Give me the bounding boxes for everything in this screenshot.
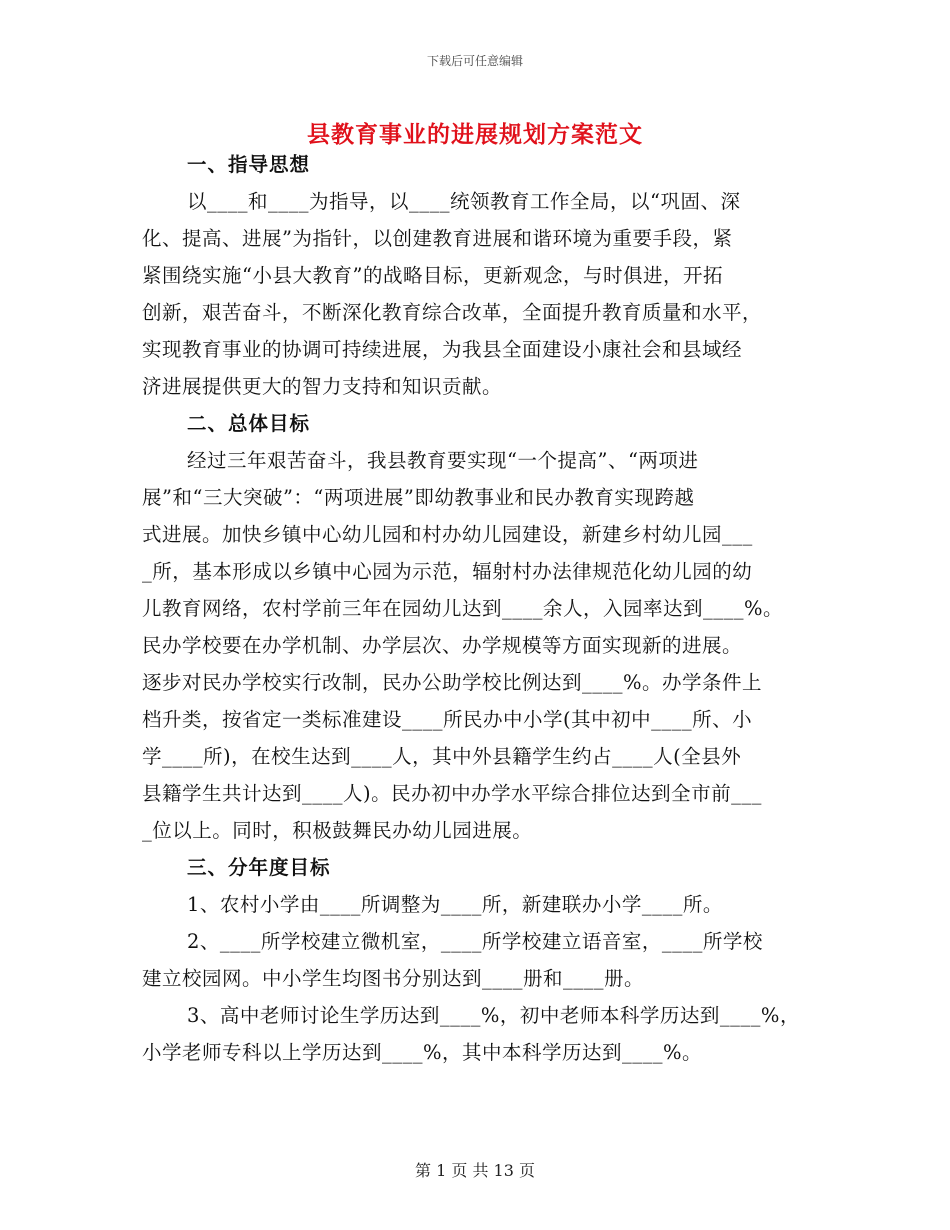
paragraph-line: 小学老师专科以上学历达到____%，其中本科学历达到____%。 xyxy=(142,1041,703,1064)
paragraph-line: 实现教育事业的协调可持续进展，为我县全面建设小康社会和县域经 xyxy=(142,338,743,361)
paragraph-line: 学____所)，在校生达到____人，其中外县籍学生约占____人(全县外 xyxy=(142,745,742,768)
paragraph-line: 3、高中老师讨论生学历达到____%，初中老师本科学历达到____%， xyxy=(187,1004,800,1027)
section-heading: 二、总体目标 xyxy=(187,412,311,435)
section-heading: 三、分年度目标 xyxy=(187,856,331,879)
paragraph-line: 建立校园网。中小学生均图书分别达到____册和____册。 xyxy=(142,967,645,990)
page-footer: 第 1 页 共 13 页 xyxy=(415,1161,535,1180)
document-body xyxy=(142,146,812,1071)
document-title: 县教育事业的进展规划方案范文 xyxy=(307,121,643,148)
paragraph-line: 1、农村小学由____所调整为____所，新建联办小学____所。 xyxy=(187,893,723,916)
paragraph-line: 2、____所学校建立微机室，____所学校建立语音室，____所学校 xyxy=(187,930,763,953)
paragraph-line: 儿教育网络，农村学前三年在园幼儿达到____余人，入园率达到____%。 xyxy=(142,597,784,620)
paragraph-line: 紧围绕实施“小县大教育”的战略目标，更新观念，与时俱进，开拓 xyxy=(142,264,723,287)
paragraph-line: 县籍学生共计达到____人)。民办初中办学水平综合排位达到全市前___ xyxy=(142,782,762,805)
paragraph-line: 经过三年艰苦奋斗，我县教育要实现“一个提高”、“两项进 xyxy=(187,449,699,472)
paragraph-line: 以____和____为指导，以____统领教育工作全局，以“巩固、深 xyxy=(187,190,741,213)
paragraph-line: 济进展提供更大的智力支持和知识贡献。 xyxy=(142,375,503,398)
paragraph-line: 展”和“三大突破”：“两项进展”即幼教事业和民办教育实现跨越 xyxy=(142,486,695,509)
paragraph-line: 创新，艰苦奋斗，不断深化教育综合改革，全面提升教育质量和水平， xyxy=(142,301,763,324)
paragraph-line: 民办学校要在办学机制、办学层次、办学规模等方面实现新的进展。 xyxy=(142,634,743,657)
paragraph-line: 逐步对民办学校实行改制，民办公助学校比例达到____%。办学条件上 xyxy=(142,671,763,694)
paragraph-line: 化、提高、进展”为指针，以创建教育进展和谐环境为重要手段，紧 xyxy=(142,227,733,250)
paragraph-line: 式进展。加快乡镇中心幼儿园和村办幼儿园建设，新建乡村幼儿园___ xyxy=(142,523,753,546)
section-heading: 一、指导思想 xyxy=(187,153,311,176)
paragraph-line: _位以上。同时，积极鼓舞民办幼儿园进展。 xyxy=(142,819,533,842)
paragraph-line: 档升类，按省定一类标准建设____所民办中小学(其中初中____所、小 xyxy=(142,708,753,731)
header-note: 下载后可任意编辑 xyxy=(426,54,523,68)
paragraph-line: _所，基本形成以乡镇中心园为示范，辐射村办法律规范化幼儿园的幼 xyxy=(142,560,753,583)
